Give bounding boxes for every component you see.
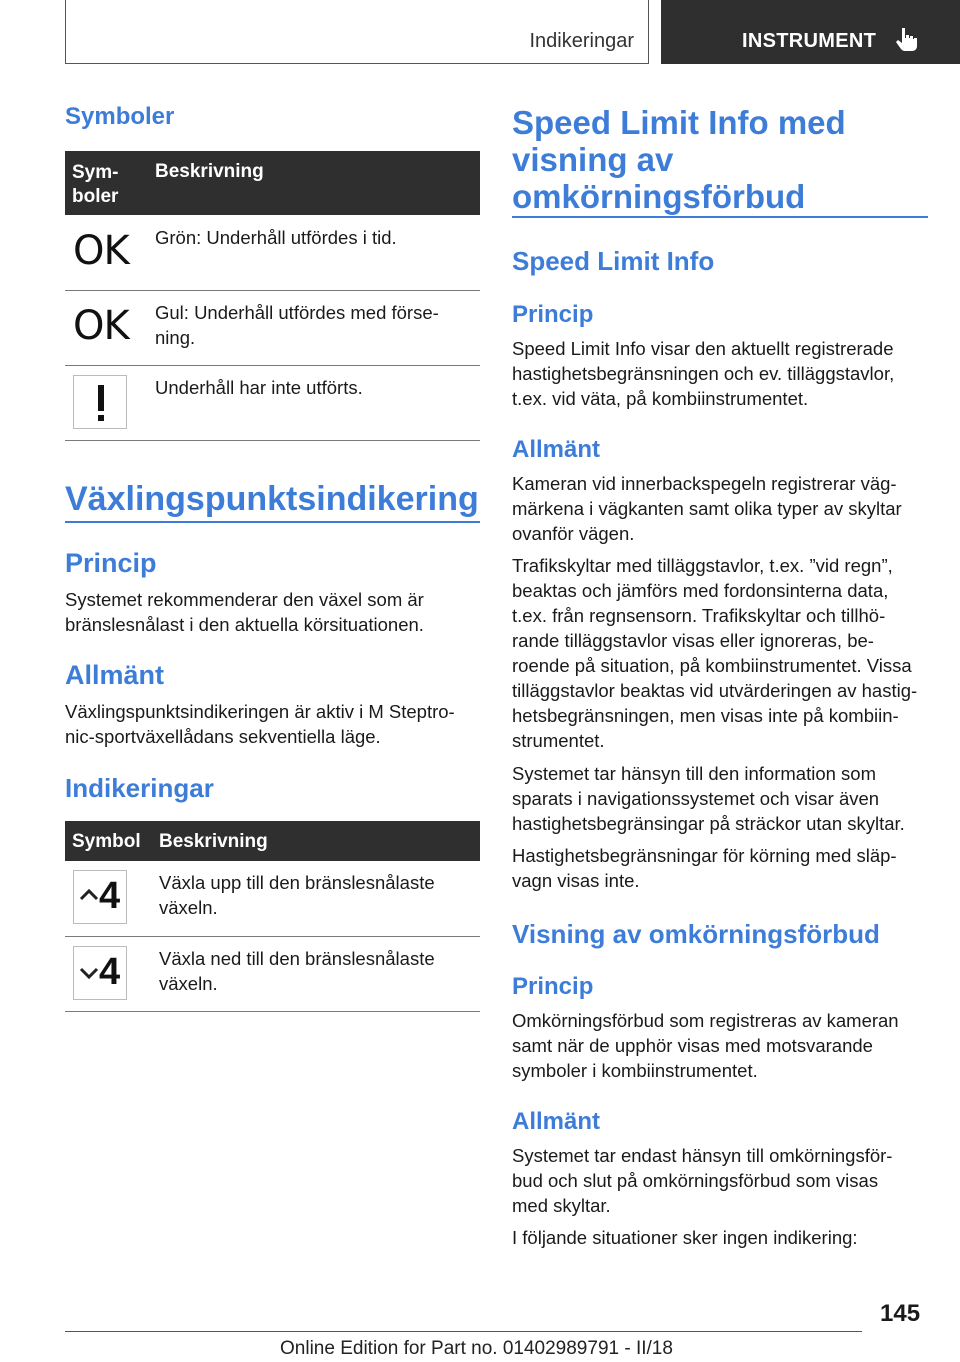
table-row-text: Växla ned till den bränslesnålaste växeln. [159, 948, 435, 994]
shift-up-icon [73, 870, 127, 924]
gear-number: 4 [99, 875, 121, 917]
gear-number: 4 [99, 951, 121, 993]
symbols-col-header: Sym- boler [72, 162, 119, 207]
princip-heading: Princip [512, 301, 594, 328]
allmant-paragraph-1: Systemet tar endast hänsyn till omkörningsför- bud och slut på omkörningsförbud som visas med skyltar. [512, 1145, 893, 1216]
shift-down-icon [73, 946, 127, 1000]
chapter-tab-label: INSTRUMENT [742, 30, 877, 52]
princip-paragraph: Systemet rekommenderar den växel som är bränslesnålast i den aktuella körsituationen. [65, 589, 424, 635]
allmant-paragraph-2: Trafikskyltar med tilläggstavlor, t.ex. ”vid regn”, beaktas och jämförs med fordonsinterna data, t.ex. från regnsensorn. Trafikskyltar och tillhö- rande tilläggstavlor visas eller ignoreras, be- roende på situation, på kombiinstrumentet. Vissa tilläggstavlor beaktas vid utvärderingen av hastig- hetsbegränsningen, men visas inte på kombiin- strumentet. [512, 555, 918, 751]
description-col-header: Beskrivning [159, 831, 268, 852]
allmant-paragraph-1: Kameran vid innerbackspegeln registrerar väg- märkena i vägkanten samt olika typer av skyltar ovanför vägen. [512, 473, 902, 544]
allmant-heading: Allmänt [65, 660, 165, 690]
princip-paragraph: Speed Limit Info visar den aktuellt registrerade hastighetsbegränsningen och ev. tilläggstavlor, t.ex. vid väta, på kombiinstrumentet. [512, 338, 895, 409]
chevron-up-icon [78, 885, 100, 905]
warning-exclamation-icon [73, 375, 127, 429]
chevron-down-icon [78, 963, 100, 983]
table-row-text: Växla upp till den bränslesnålaste växeln. [159, 872, 435, 918]
description-col-header: Beskrivning [155, 161, 264, 182]
header-section-title: Indikeringar [529, 30, 634, 52]
table-row-text: Underhåll har inte utförts. [155, 377, 363, 398]
allmant-paragraph-2: I följande situationer sker ingen indikering: [512, 1227, 858, 1248]
allmant-paragraph-3: Systemet tar hänsyn till den information som sparats i navigationssystemet och visar även hastighetsbegränsingar på sträckor utan skyltar. [512, 763, 905, 834]
table-divider [65, 1011, 480, 1012]
table-divider [65, 290, 480, 291]
symbol-col-header: Symbol [72, 831, 141, 852]
princip-heading: Princip [512, 973, 594, 1000]
allmant-heading: Allmänt [512, 1108, 601, 1135]
allmant-paragraph-4: Hastighetsbegränsningar för körning med släp- vagn visas inte. [512, 845, 897, 891]
heading-rule [512, 216, 928, 218]
ok-green-icon: OK [73, 228, 129, 274]
symboler-heading: Symboler [65, 103, 175, 130]
allmant-heading: Allmänt [512, 436, 601, 463]
footer-rule [65, 1331, 862, 1332]
gear-table-header [65, 821, 480, 861]
table-row-text: Gul: Underhåll utfördes med förse- ning. [155, 302, 439, 348]
visning-heading: Visning av omkörningsförbud [512, 919, 880, 949]
indikeringar-heading: Indikeringar [65, 773, 214, 803]
header-chapter-tab[interactable] [661, 0, 960, 64]
ok-yellow-icon: OK [73, 303, 129, 349]
princip-heading: Princip [65, 548, 157, 578]
footer-edition-text: Online Edition for Part no. 01402989791 - II/18 [280, 1338, 673, 1359]
pointing-hand-icon [893, 26, 919, 52]
allmant-paragraph: Växlingspunktsindikeringen är aktiv i M Steptro- nic-sportväxellådans sekventiella läge. [65, 701, 455, 747]
main-heading: Speed Limit Info med visning av omkörningsförbud [512, 104, 846, 215]
table-row-text: Grön: Underhåll utfördes i tid. [155, 227, 397, 248]
table-divider [65, 365, 480, 366]
heading-rule [65, 521, 480, 523]
table-divider [65, 440, 480, 441]
symbols-table-header [65, 151, 480, 215]
table-divider [65, 936, 480, 937]
vaxling-heading: Växlingspunktsindikering [65, 480, 479, 518]
sli-heading: Speed Limit Info [512, 246, 715, 276]
princip-paragraph: Omkörningsförbud som registreras av kameran samt när de upphör visas med motsvarande symboler i kombiinstrumentet. [512, 1010, 899, 1081]
page-number: 145 [880, 1300, 921, 1327]
